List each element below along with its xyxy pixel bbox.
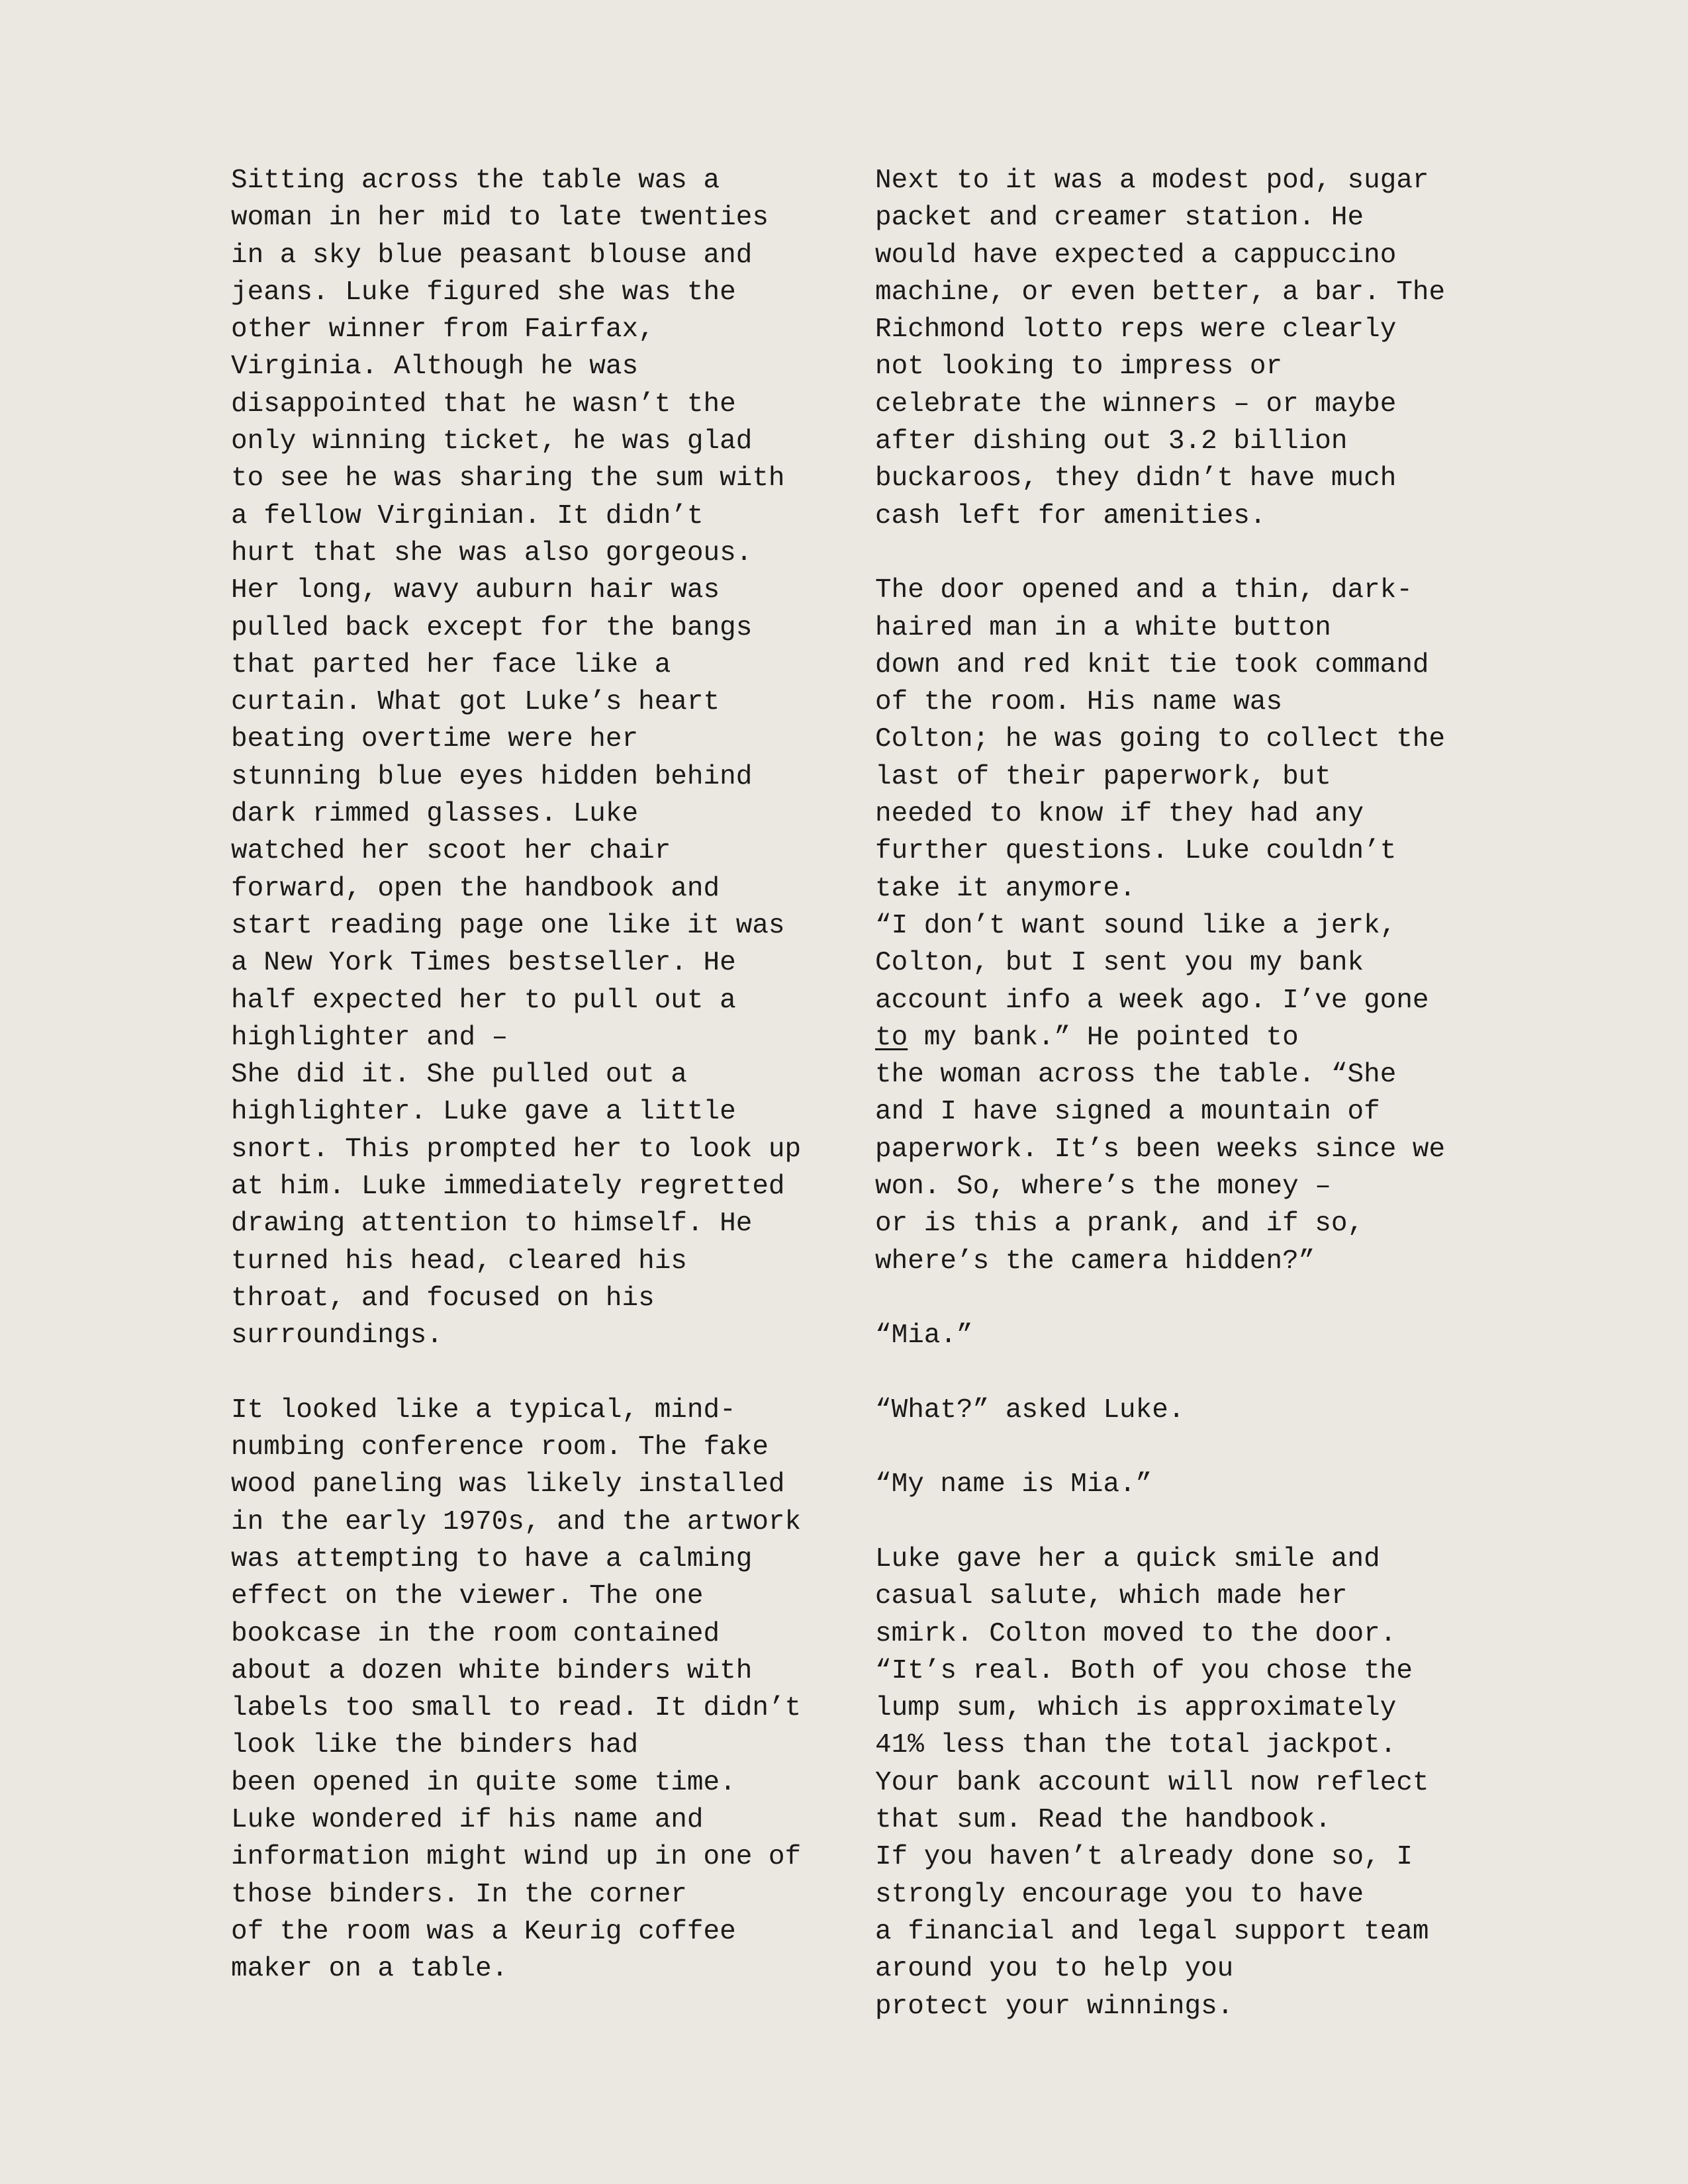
text-line: drawing attention to himself. He [231,1208,753,1240]
blank-line [875,535,1524,572]
text-line: bookcase in the room contained [231,1618,720,1649]
text-line: jeans. Luke figured she was the [231,277,736,308]
text-line: stunning blue eyes hidden behind [231,761,753,792]
text-line: look like the binders had [231,1730,639,1761]
text-line: The door opened and a thin, dark- [875,575,1413,606]
text-line: disappointed that he wasn’t the [231,388,736,420]
text-line: the woman across the table. “She [875,1060,1397,1091]
text-line: celebrate the winners – or maybe [875,388,1397,420]
text-line: casual salute, which made her [875,1581,1348,1612]
text-line: maker on a table. [231,1954,508,1985]
text-line: those binders. In the corner [231,1879,687,1910]
text-line: She did it. She pulled out a [231,1060,687,1091]
text-line: account info a week ago. I’ve gone [875,985,1429,1016]
text-line: or is this a prank, and if so, [875,1208,1364,1240]
text-line: pulled back except for the bangs [231,612,753,643]
text-line: 41% less than the total jackpot. [875,1730,1397,1761]
text-line: Your bank account will now reflect [875,1767,1429,1798]
text-line: about a dozen white binders with [231,1655,753,1686]
text-line: Her long, wavy auburn hair was [231,575,720,606]
text-line: smirk. Colton moved to the door. [875,1618,1397,1649]
text-line: a fellow Virginian. It didn’t [231,500,704,531]
text-line: would have expected a cappuccino [875,240,1397,271]
right-text-column [875,162,1524,2025]
text-segment: my bank.” He pointed to [908,1022,1299,1053]
text-line: throat, and focused on his [231,1283,655,1314]
text-line: after dishing out 3.2 billion [875,426,1348,457]
text-line: that parted her face like a [231,649,671,680]
text-line: half expected her to pull out a [231,985,736,1016]
text-line: start reading page one like it was [231,910,785,941]
text-line: that sum. Read the handbook. [875,1805,1331,1836]
text-line: only winning ticket, he was glad [231,426,753,457]
text-line: curtain. What got Luke’s heart [231,687,720,718]
text-line: highlighter. Luke gave a little [231,1097,736,1128]
blank-line [875,1504,1524,1541]
text-line: was attempting to have a calming [231,1543,753,1574]
text-line: Richmond lotto reps were clearly [875,314,1397,345]
text-line: numbing conference room. The fake [231,1432,769,1463]
underlined-word: to [875,1022,908,1053]
blank-line [231,1355,880,1392]
text-line: information might wind up in one of [231,1842,802,1873]
text-line: If you haven’t already done so, I [875,1842,1413,1873]
text-line: “It’s real. Both of you chose the [875,1655,1413,1686]
text-line: Sitting across the table was a [231,165,720,196]
text-line: Luke wondered if his name and [231,1805,704,1836]
text-line: won. So, where’s the money – [875,1171,1331,1203]
text-line: not looking to impress or [875,351,1283,383]
text-line: a financial and legal support team [875,1916,1429,1947]
text-line: and I have signed a mountain of [875,1097,1380,1128]
text-line: further questions. Luke couldn’t [875,836,1397,867]
text-line: snort. This prompted her to look up [231,1134,802,1165]
text-line: to see he was sharing the sum with [231,463,785,494]
text-line: packet and creamer station. He [875,203,1364,234]
text-line: of the room was a Keurig coffee [231,1916,736,1947]
text-line: highlighter and – [231,1022,508,1053]
text-line: watched her scoot her chair [231,836,671,867]
text-line: at him. Luke immediately regretted [231,1171,785,1203]
text-line: hurt that she was also gorgeous. [231,537,753,569]
text-line: surroundings. [231,1320,443,1351]
text-line: strongly encourage you to have [875,1879,1364,1910]
text-line: in a sky blue peasant blouse and [231,240,753,271]
text-line: cash left for amenities. [875,500,1266,531]
left-text-column [231,162,880,1988]
blank-line [875,1429,1524,1466]
text-line: in the early 1970s, and the artwork [231,1506,802,1537]
text-line: effect on the viewer. The one [231,1581,704,1612]
text-line: down and red knit tie took command [875,649,1429,680]
text-line: Next to it was a modest pod, sugar [875,165,1429,196]
text-line: “Mia.” [875,1320,973,1351]
text-line: Luke gave her a quick smile and [875,1543,1380,1574]
blank-line [875,1355,1524,1392]
text-line: machine, or even better, a bar. The [875,277,1446,308]
text-line: a New York Times bestseller. He [231,948,736,979]
text-line: “My name is Mia.” [875,1469,1152,1500]
text-line: buckaroos, they didn’t have much [875,463,1397,494]
text-line: paperwork. It’s been weeks since we [875,1134,1446,1165]
text-line: forward, open the handbook and [231,873,720,904]
text-line: lump sum, which is approximately [875,1693,1397,1724]
text-line: needed to know if they had any [875,799,1364,830]
text-line: labels too small to read. It didn’t [231,1693,802,1724]
text-line: beating overtime were her [231,724,639,755]
text-line: “What?” asked Luke. [875,1394,1185,1426]
text-line: take it anymore. [875,873,1136,904]
text-line: Virginia. Although he was [231,351,639,383]
text-line: last of their paperwork, but [875,761,1331,792]
text-line: wood paneling was likely installed [231,1469,785,1500]
text-line: Colton, but I sent you my bank [875,948,1364,979]
blank-line [875,1280,1524,1317]
text-line: dark rimmed glasses. Luke [231,799,639,830]
text-line: turned his head, cleared his [231,1246,687,1277]
text-line: protect your winnings. [875,1991,1234,2022]
text-line: other winner from Fairfax, [231,314,655,345]
text-line: haired man in a white button [875,612,1331,643]
text-line: “I don’t want sound like a jerk, [875,910,1397,941]
text-line: around you to help you [875,1954,1234,1985]
text-line-with-underline [875,1019,1524,1056]
text-line: Colton; he was going to collect the [875,724,1446,755]
text-line: been opened in quite some time. [231,1767,736,1798]
text-line: woman in her mid to late twenties [231,203,769,234]
text-line: It looked like a typical, mind- [231,1394,736,1426]
text-line: where’s the camera hidden?” [875,1246,1315,1277]
text-line: of the room. His name was [875,687,1283,718]
